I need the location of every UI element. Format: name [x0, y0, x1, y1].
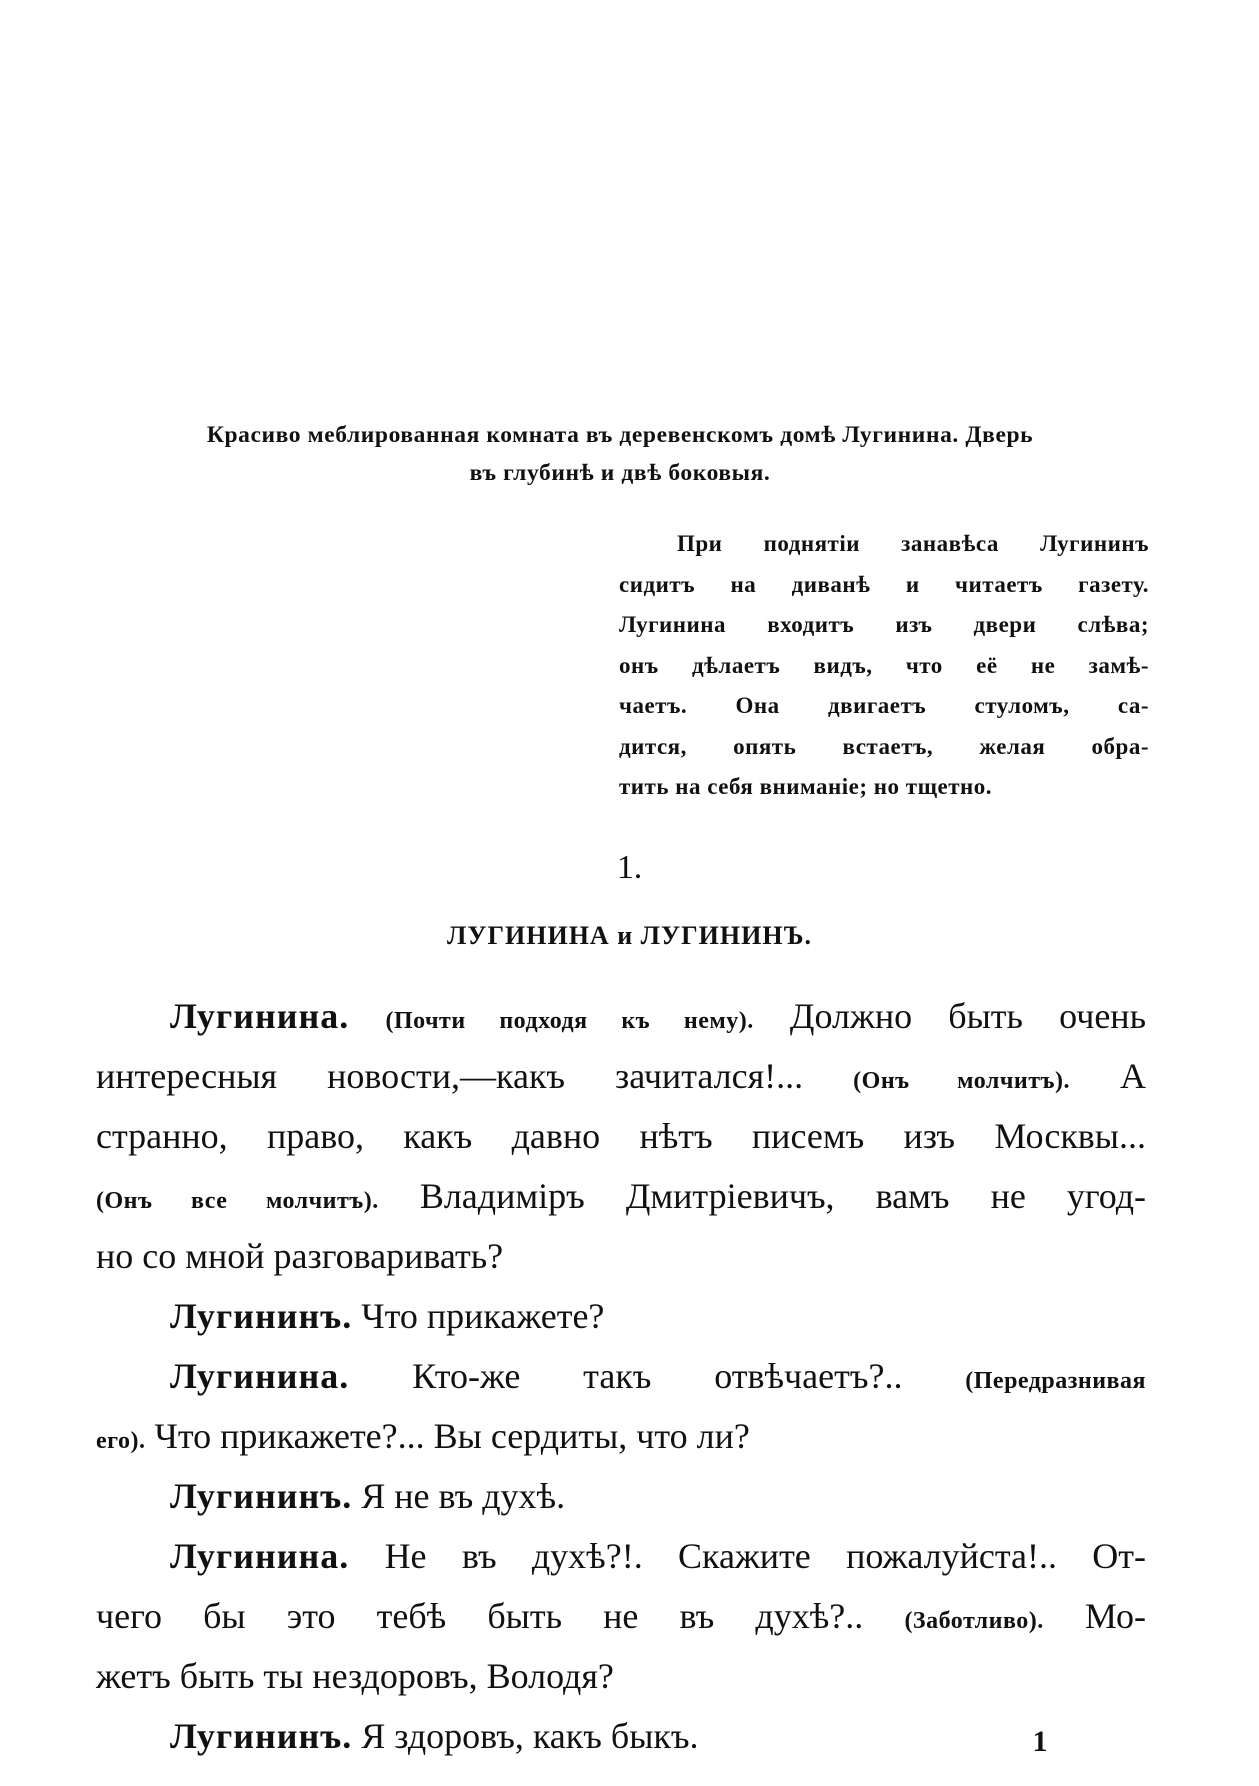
speech-text: странно, право, какъ давно нѣтъ писемъ изъ Москвы... — [96, 1116, 1146, 1156]
dialogue-line — [96, 986, 1146, 1046]
setting-description — [95, 416, 1145, 492]
opening-stage-direction — [619, 524, 1149, 808]
stage-direction-line: дится, опять встаетъ, желая обра- — [619, 733, 1149, 759]
speaker-name: Лугинина. — [170, 1536, 350, 1576]
inline-stage-direction: (Заботливо). — [904, 1608, 1044, 1634]
dialogue-line — [96, 1046, 1146, 1106]
speech-text: Что прикажете? — [361, 1296, 605, 1336]
setting-line: Красиво меблированная комната въ деревенскомъ домѣ Лугинина. Дверь — [206, 422, 1034, 448]
stage-direction-line: чаетъ. Она двигаетъ стуломъ, са- — [619, 693, 1149, 718]
speech-text: жетъ быть ты нездоровъ, Володя? — [96, 1656, 614, 1696]
dialogue-line — [96, 1526, 1146, 1586]
inline-stage-direction: (Онъ молчитъ). — [853, 1068, 1070, 1094]
speech-text: Мо- — [1084, 1596, 1147, 1636]
dialogue — [96, 986, 1146, 1766]
speech-text: интересныя новости,—какъ зачитался!... — [96, 1056, 804, 1096]
speaker-name: Лугининъ. — [170, 1716, 353, 1756]
speech-text: чего бы это тебѣ быть не въ духѣ?.. — [96, 1596, 864, 1636]
dialogue-line — [96, 1346, 1146, 1406]
speech-text: Я не въ духѣ. — [361, 1476, 566, 1516]
speaker-name: Лугининъ. — [170, 1476, 353, 1516]
speaker-name: Лугинина. — [170, 1356, 350, 1396]
dialogue-line — [96, 1106, 1146, 1166]
stage-direction-line: Лугинина входитъ изъ двери слѣва; — [619, 612, 1149, 637]
speaker-name: Лугининъ. — [170, 1296, 353, 1336]
dialogue-line — [96, 1466, 1146, 1526]
dialogue-line — [96, 1586, 1146, 1646]
dialogue-line — [96, 1646, 1146, 1706]
speech-text: Должно быть очень — [789, 996, 1146, 1036]
dialogue-line — [96, 1166, 1146, 1226]
inline-stage-direction: (Онъ все молчитъ). — [96, 1188, 379, 1214]
setting-line: въ глубинѣ и двѣ боковыя. — [469, 460, 771, 486]
scene-title: ЛУГИНИНА и ЛУГИНИНЪ. — [447, 921, 812, 950]
inline-stage-direction: (Передразнивая — [965, 1368, 1146, 1394]
speech-text: Что прикажете?... Вы сердиты, что ли? — [154, 1416, 750, 1456]
stage-direction-line: При поднятіи занавѣса Лугининъ — [677, 531, 1149, 556]
speech-text: А — [1120, 1056, 1146, 1096]
dialogue-line — [96, 1286, 1146, 1346]
dialogue-line — [96, 1406, 1146, 1466]
speech-text: Я здоровъ, какъ быкъ. — [361, 1716, 699, 1756]
stage-direction-line: онъ дѣлаетъ видъ, что её не замѣ- — [619, 652, 1149, 678]
scene-number: 1. — [616, 849, 643, 886]
speech-text: Кто-же такъ отвѣчаетъ?.. — [412, 1356, 903, 1396]
stage-direction-line: тить на себя вниманіе; но тщетно. — [619, 774, 992, 799]
speech-text: Не въ духѣ?!. Скажите пожалуйста!.. От- — [384, 1536, 1146, 1576]
inline-stage-direction: (Почти подходя къ нему). — [385, 1008, 754, 1034]
speech-text: но со мной разговаривать? — [96, 1236, 504, 1276]
dialogue-line — [96, 1706, 1146, 1766]
stage-direction-line: сидитъ на диванѣ и читаетъ газету. — [619, 571, 1149, 597]
dialogue-line — [96, 1226, 1146, 1286]
page-number: 1 — [1032, 1725, 1048, 1758]
speech-text: Владиміръ Дмитріевичъ, вамъ не угод- — [419, 1176, 1146, 1216]
inline-stage-direction: его). — [96, 1428, 146, 1454]
speaker-name: Лугинина. — [170, 996, 350, 1036]
